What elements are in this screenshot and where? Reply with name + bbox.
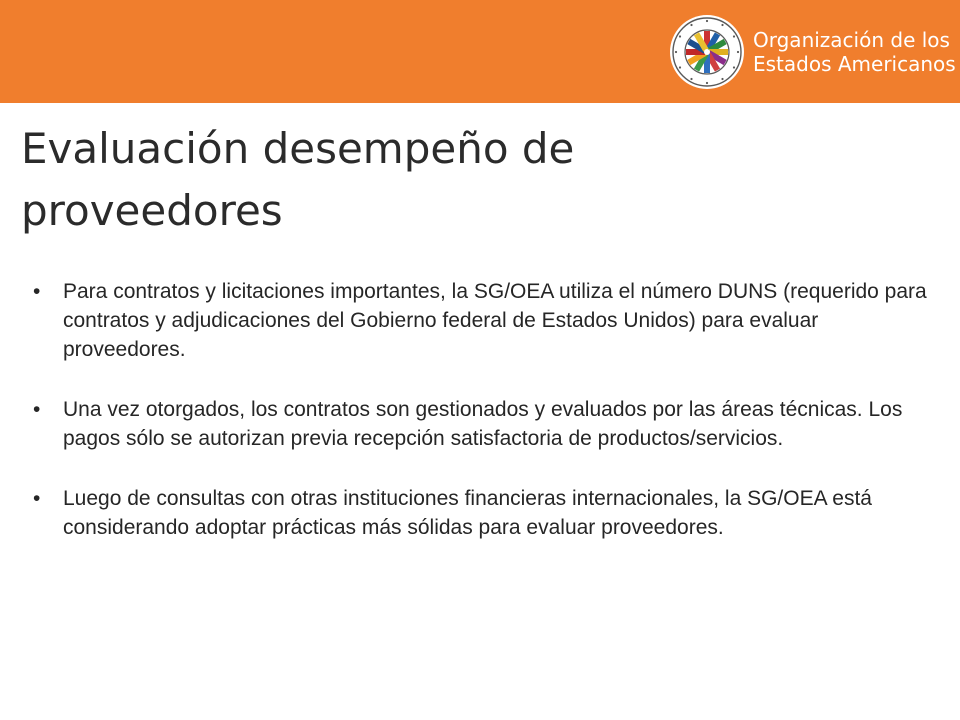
slide-title-line2: proveedores bbox=[21, 186, 283, 235]
bullet-marker: • bbox=[33, 398, 41, 421]
slide-title bbox=[21, 118, 721, 242]
bullet-text: Para contratos y licitaciones importantes, la SG/OEA utiliza el número DUNS (requerido para contratos y adjudicaciones del Gobierno federal de Estados Unidos) para evaluar proveedores. bbox=[63, 280, 927, 361]
org-name-line1: Organización de los bbox=[753, 28, 950, 52]
slide-title-line1: Evaluación desempeño de bbox=[21, 124, 575, 173]
bullet-item bbox=[0, 277, 960, 364]
org-name bbox=[753, 28, 956, 76]
bullet-marker: • bbox=[33, 280, 41, 303]
oas-seal-icon bbox=[669, 14, 745, 90]
bullet-list bbox=[0, 277, 960, 573]
bullet-text: Luego de consultas con otras instituciones financieras internacionales, la SG/OEA está considerando adoptar prácticas más sólidas para evaluar proveedores. bbox=[63, 487, 872, 539]
bullet-text: Una vez otorgados, los contratos son gestionados y evaluados por las áreas técnicas. Los pagos sólo se autorizan previa recepción satisfactoria de productos/servicios. bbox=[63, 398, 903, 450]
bullet-item bbox=[0, 395, 960, 453]
org-name-line2: Estados Americanos bbox=[753, 52, 956, 76]
bullet-marker: • bbox=[33, 487, 41, 510]
header-bar bbox=[0, 0, 960, 103]
bullet-item bbox=[0, 484, 960, 542]
